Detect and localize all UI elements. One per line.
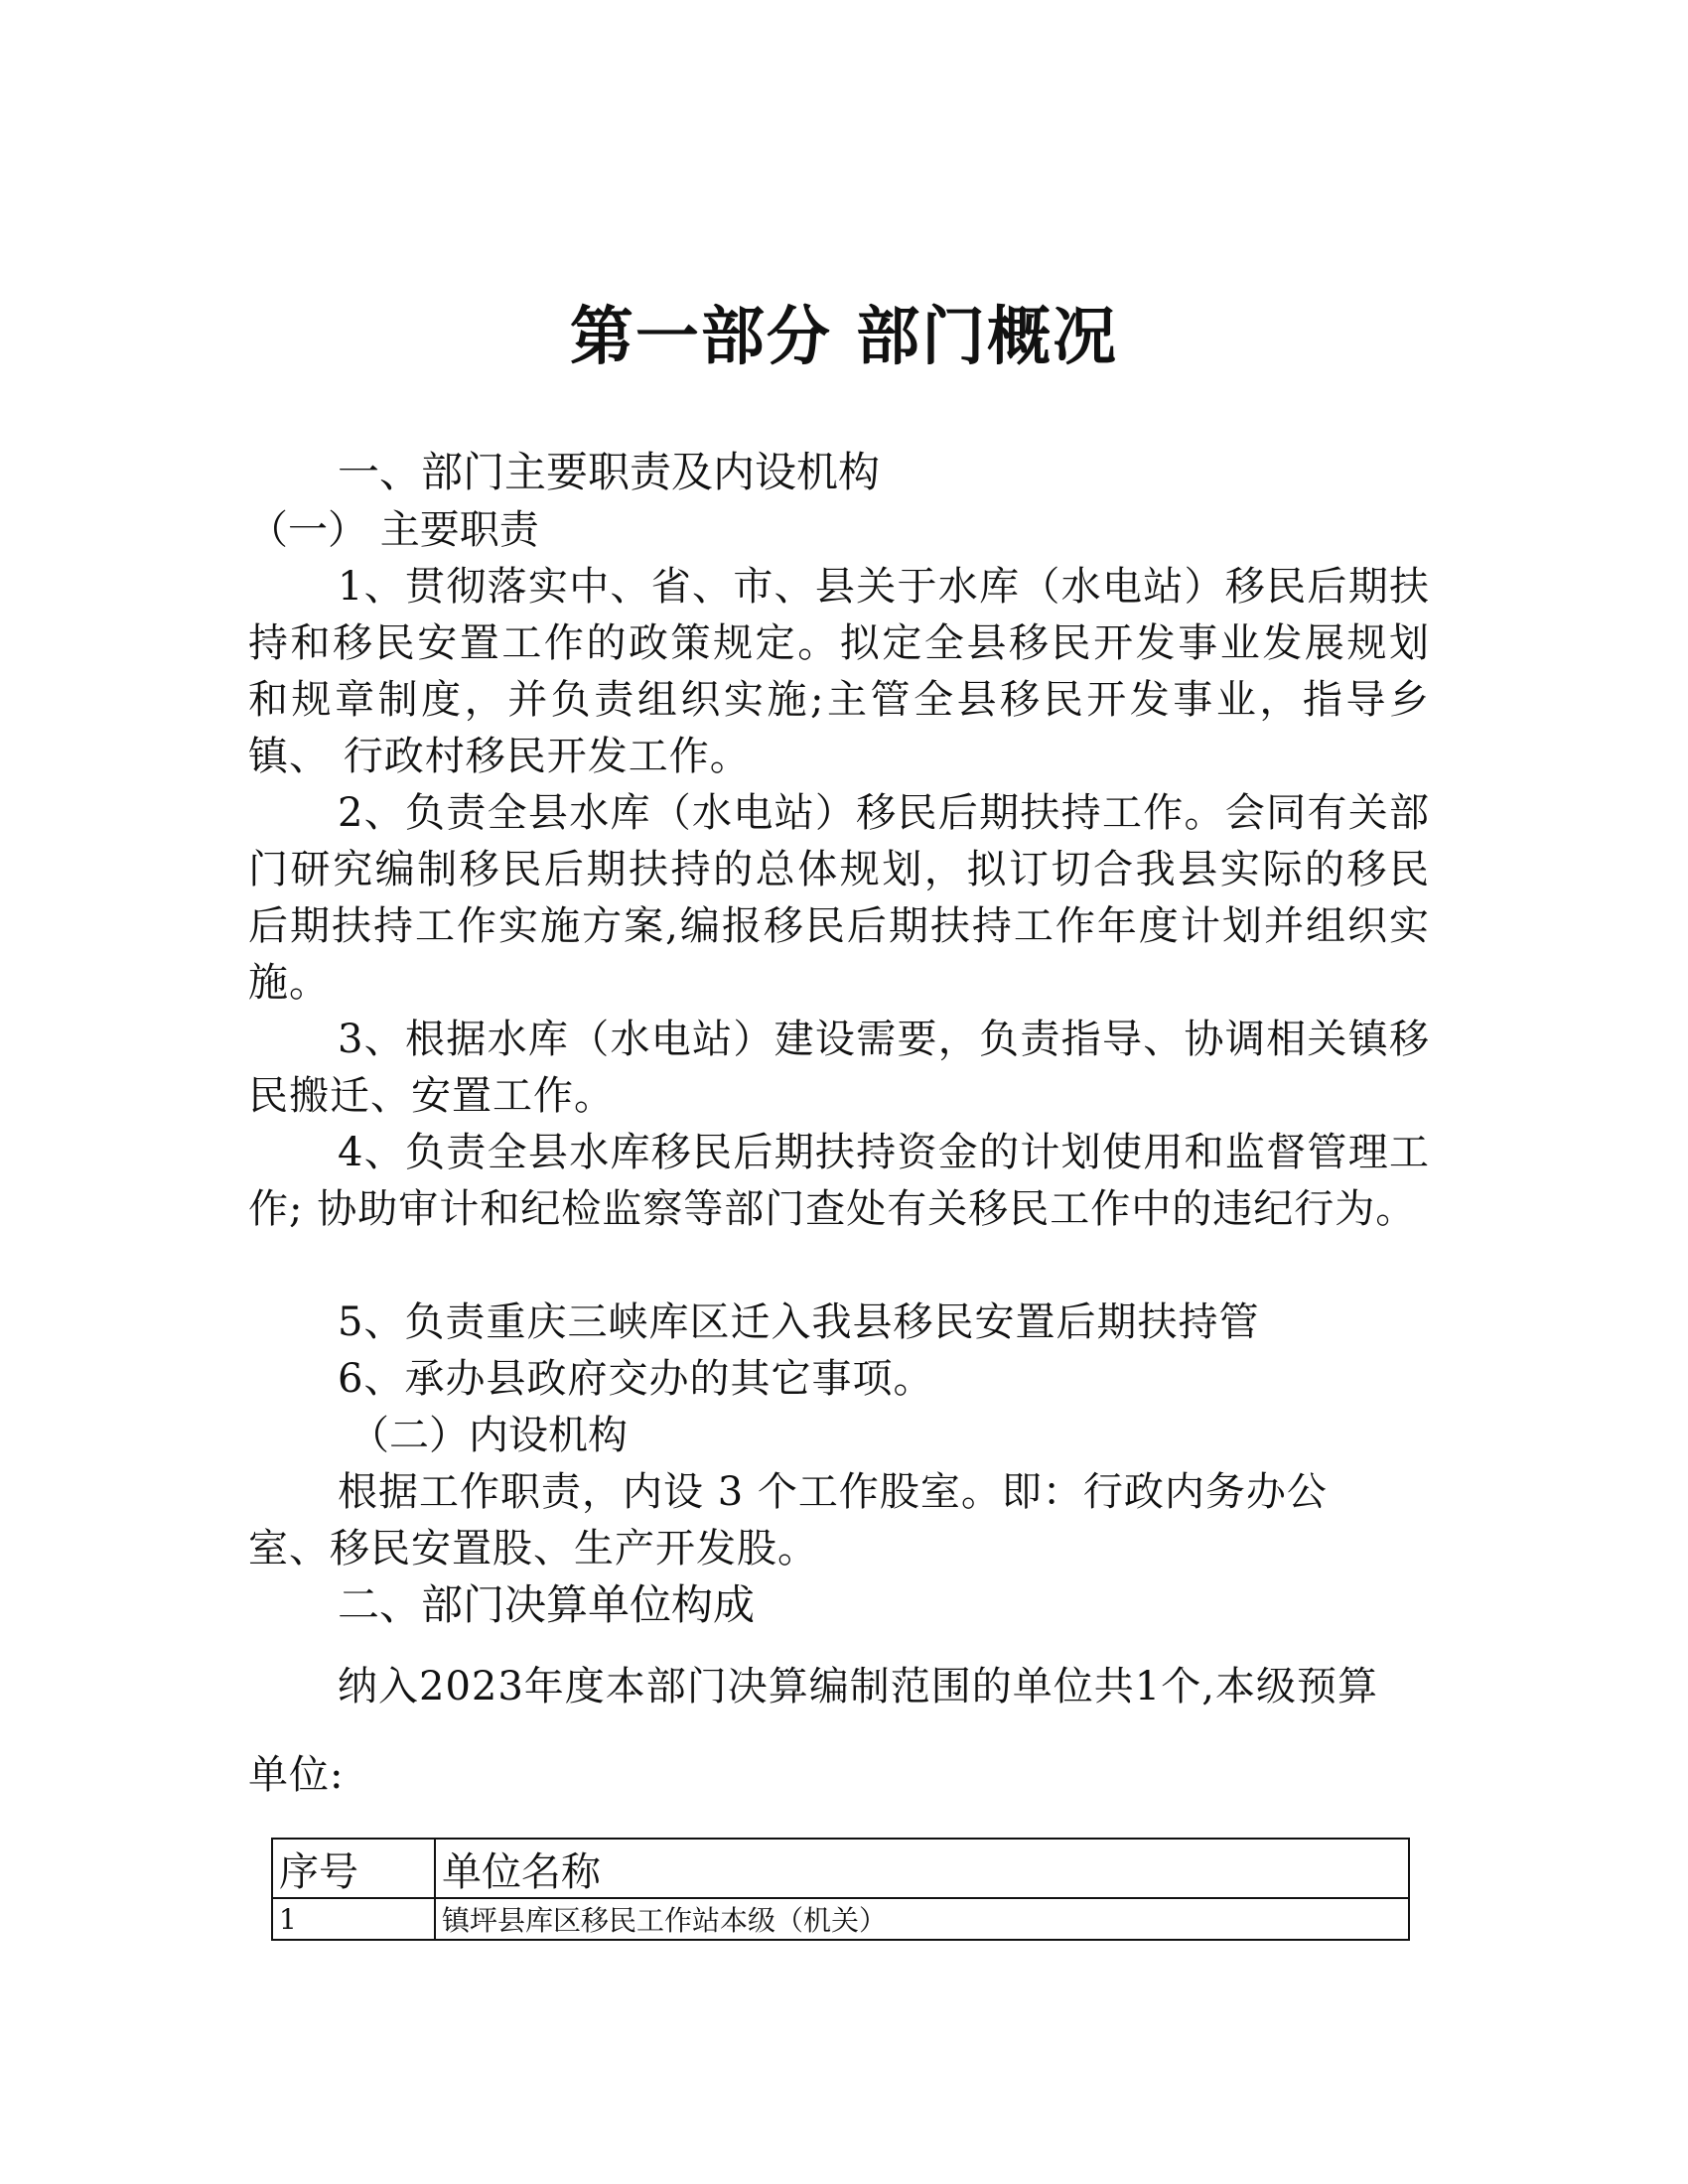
org-text-line1: 根据工作职责，内设 3 个工作股室。即：行政内务办公 [338,1469,1328,1515]
duty-item-3: 3、根据水库（水电站）建设需要，负责指导、协调相关镇移民搬迁、安置工作。 [248,1017,1430,1119]
org-text-line2: 室、移民安置股、生产开发股。 [248,1526,818,1571]
table-header-row [272,1839,1409,1898]
duty-item-6: 6、承办县政府交办的其它事项。 [338,1356,934,1402]
page-title: 第一部分 部门概况 [569,301,1119,374]
table-row [272,1898,1409,1940]
header-unit-name: 单位名称 [435,1839,1409,1898]
duty-item-2: 2、负责全县水库（水电站）移民后期扶持工作。会同有关部门研究编制移民后期扶持的总体规划，拟订切合我县实际的移民 后期扶持工作实施方案,编报移民后期扶持工作年度计划并组织实施。 [248,790,1430,1006]
header-seq: 序号 [272,1839,435,1898]
duty-item-1: 1、贯彻落实中、省、市、县关于水库（水电站）移民后期扶持和移民安置工作的政策规定。拟定全县移民开发事业发展规划 和规章制度，并负责组织实施;主管全县移民开发事业，指导乡镇、 行政村移民开发工作。 [248,564,1430,779]
cell-unit-name: 镇坪县库区移民工作站本级（机关） [435,1898,1409,1940]
duty-item-4: 4、负责全县水库移民后期扶持资金的计划使用和监督管理工作; 协助审计和纪检监察等部门查处有关移民工作中的违纪行为。 [248,1130,1430,1232]
scope-text-line1: 纳入2023年度本部门决算编制范围的单位共1个,本级预算 [338,1664,1378,1709]
duty-item-5: 5、负责重庆三峡库区迁入我县移民安置后期扶持管 [338,1299,1260,1345]
subsection1-heading: （一） 主要职责 [248,507,539,553]
section2-heading: 二、部门决算单位构成 [338,1580,756,1629]
cell-seq: 1 [272,1898,435,1940]
subsection2-heading: （二）内设机构 [350,1413,628,1458]
scope-text-line2: 单位: [248,1752,345,1798]
section1-heading: 一、部门主要职责及内设机构 [338,448,881,496]
unit-table [271,1838,1410,1941]
